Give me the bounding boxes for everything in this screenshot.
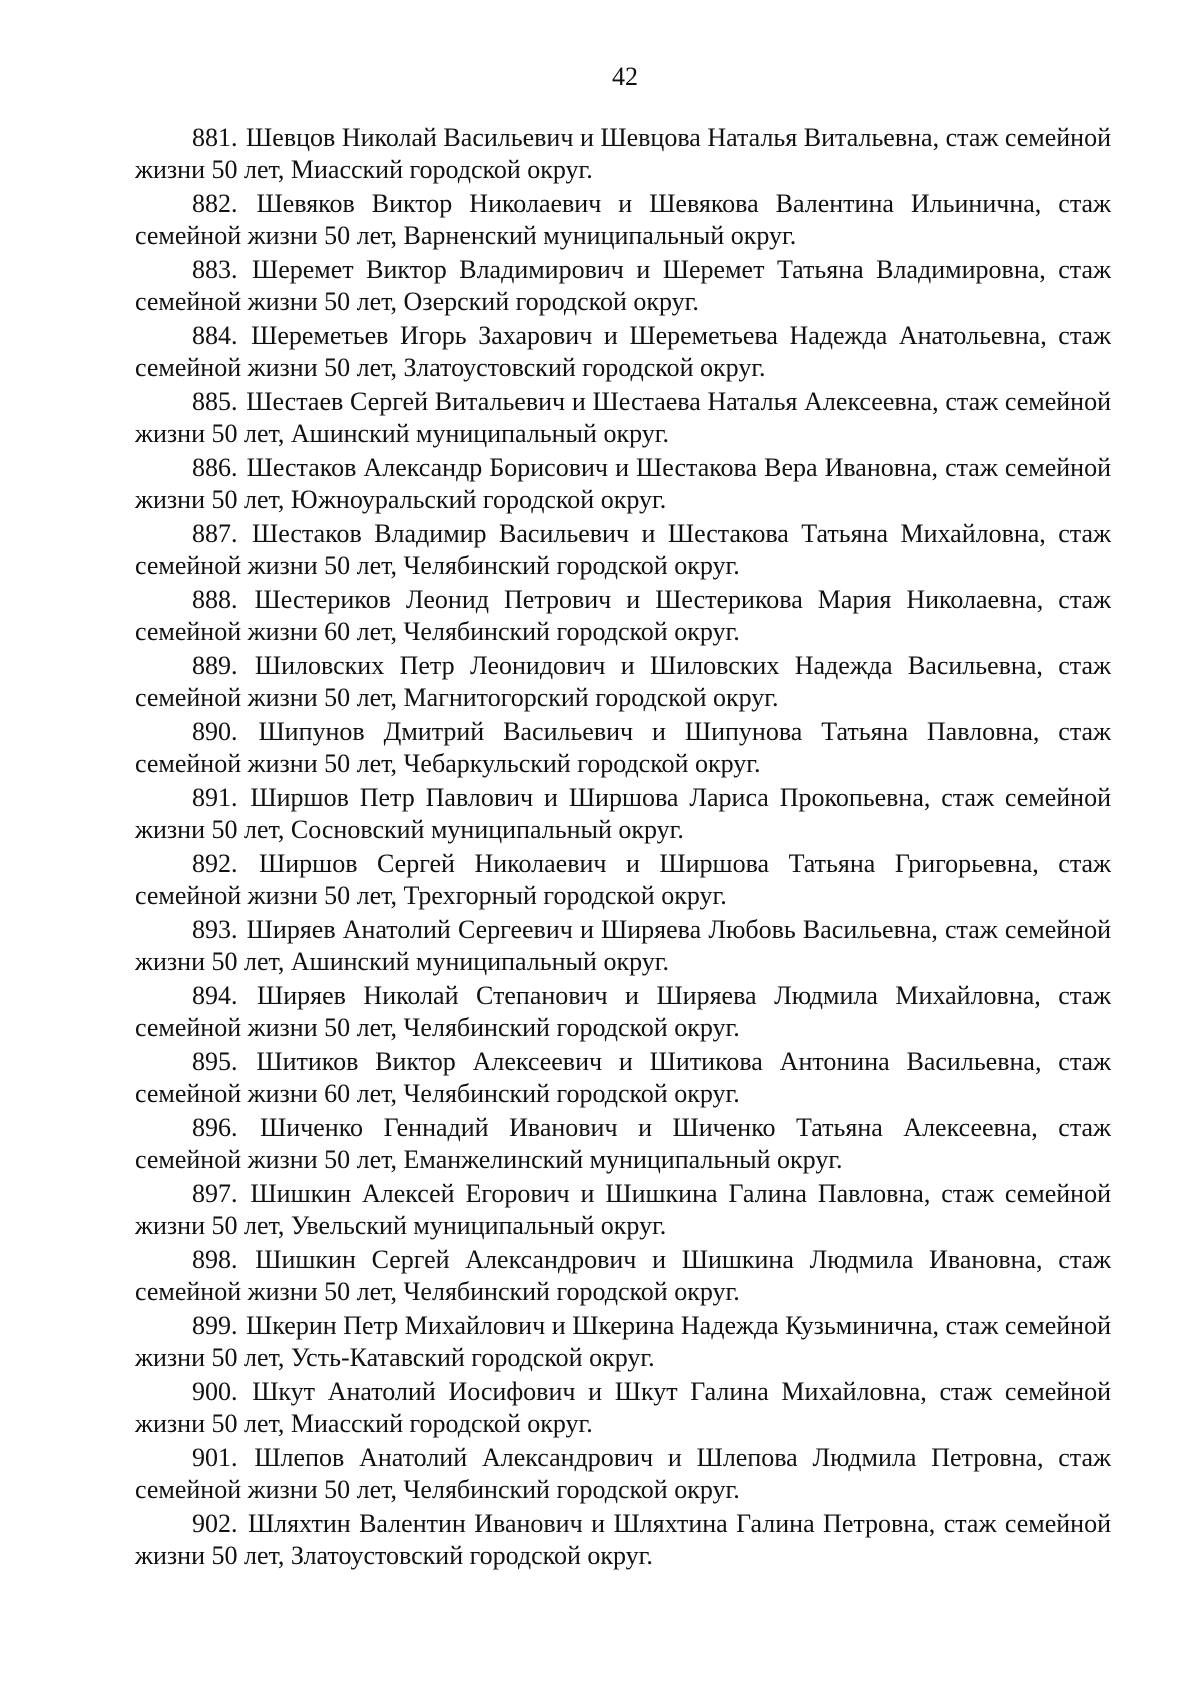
page-number: 42 bbox=[612, 62, 638, 91]
entry-number: 889. bbox=[192, 651, 238, 680]
list-item bbox=[135, 386, 1111, 450]
entry-number: 902. bbox=[192, 1509, 238, 1538]
entry-text: Шиченко Геннадий Иванович и Шиченко Татьяна Алексеевна, стаж семейной жизни 50 лет, Еманжелинский муниципальный округ. bbox=[135, 1113, 1112, 1174]
entry-text: Ширшов Сергей Николаевич и Ширшова Татьяна Григорьевна, стаж семейной жизни 50 лет, Трехгорный городской округ. bbox=[135, 849, 1112, 910]
entry-list bbox=[135, 122, 1111, 1574]
entry-text: Шестаев Сергей Витальевич и Шестаева Наталья Алексеевна, стаж семейной жизни 50 лет, Ашинский муниципальный округ. bbox=[135, 387, 1111, 448]
entry-text: Шиловских Петр Леонидович и Шиловских Надежда Васильевна, стаж семейной жизни 50 лет, Магнитогорский городской округ. bbox=[135, 651, 1111, 712]
entry-number: 885. bbox=[192, 387, 238, 416]
list-item bbox=[135, 1442, 1111, 1506]
list-item bbox=[135, 1244, 1111, 1308]
entry-number: 900. bbox=[192, 1377, 238, 1406]
entry-number: 899. bbox=[192, 1311, 238, 1340]
entry-number: 897. bbox=[192, 1179, 238, 1208]
entry-text: Шеремет Виктор Владимирович и Шеремет Татьяна Владимировна, стаж семейной жизни 50 лет, Озерский городской округ. bbox=[135, 255, 1111, 316]
entry-number: 887. bbox=[192, 519, 238, 548]
entry-text: Шевяков Виктор Николаевич и Шевякова Валентина Ильинична, стаж семейной жизни 50 лет, Варненский муниципальный округ. bbox=[135, 189, 1112, 250]
entry-text: Шипунов Дмитрий Васильевич и Шипунова Татьяна Павловна, стаж семейной жизни 50 лет, Чебаркульский городской округ. bbox=[135, 717, 1112, 778]
entry-text: Шкут Анатолий Иосифович и Шкут Галина Михайловна, стаж семейной жизни 50 лет, Миасский городской округ. bbox=[135, 1377, 1111, 1438]
entry-text: Шереметьев Игорь Захарович и Шереметьева Надежда Анатольевна, стаж семейной жизни 50 лет, Златоустовский городской округ. bbox=[135, 321, 1111, 382]
entry-text: Ширшов Петр Павлович и Ширшова Лариса Прокопьевна, стаж семейной жизни 50 лет, Сосновский муниципальный округ. bbox=[135, 783, 1112, 844]
list-item bbox=[135, 1376, 1111, 1440]
entry-number: 893. bbox=[192, 915, 238, 944]
entry-text: Ширяев Анатолий Сергеевич и Ширяева Любовь Васильевна, стаж семейной жизни 50 лет, Ашинский муниципальный округ. bbox=[135, 915, 1112, 976]
list-item bbox=[135, 452, 1111, 516]
list-item bbox=[135, 188, 1111, 252]
list-item bbox=[135, 650, 1111, 714]
list-item bbox=[135, 254, 1111, 318]
list-item bbox=[135, 848, 1111, 912]
entry-number: 890. bbox=[192, 717, 238, 746]
list-item bbox=[135, 1310, 1111, 1374]
entry-text: Шкерин Петр Михайлович и Шкерина Надежда Кузьминична, стаж семейной жизни 50 лет, Усть-Катавский городской округ. bbox=[135, 1311, 1112, 1372]
entry-text: Ширяев Николай Степанович и Ширяева Людмила Михайловна, стаж семейной жизни 50 лет, Челябинский городской округ. bbox=[135, 981, 1111, 1042]
entry-text: Шестаков Владимир Васильевич и Шестакова Татьяна Михайловна, стаж семейной жизни 50 лет, Челябинский городской округ. bbox=[135, 519, 1111, 580]
entry-text: Шестериков Леонид Петрович и Шестерикова Мария Николаевна, стаж семейной жизни 60 лет, Челябинский городской округ. bbox=[135, 585, 1112, 646]
list-item bbox=[135, 518, 1111, 582]
list-item bbox=[135, 716, 1111, 780]
list-item bbox=[135, 914, 1111, 978]
entry-text: Шевцов Николай Васильевич и Шевцова Наталья Витальевна, стаж семейной жизни 50 лет, Миасский городской округ. bbox=[135, 123, 1112, 184]
entry-text: Шестаков Александр Борисович и Шестакова Вера Ивановна, стаж семейной жизни 50 лет, Южноуральский городской округ. bbox=[135, 453, 1112, 514]
list-item bbox=[135, 584, 1111, 648]
entry-number: 884. bbox=[192, 321, 238, 350]
entry-number: 895. bbox=[192, 1047, 238, 1076]
entry-number: 891. bbox=[192, 783, 238, 812]
entry-text: Шишкин Сергей Александрович и Шишкина Людмила Ивановна, стаж семейной жизни 50 лет, Челябинский городской округ. bbox=[135, 1245, 1112, 1306]
list-item bbox=[135, 122, 1111, 186]
entry-number: 901. bbox=[192, 1443, 238, 1472]
entry-text: Шишкин Алексей Егорович и Шишкина Галина Павловна, стаж семейной жизни 50 лет, Увельский муниципальный округ. bbox=[135, 1179, 1112, 1240]
entry-number: 898. bbox=[192, 1245, 238, 1274]
entry-number: 886. bbox=[192, 453, 238, 482]
list-item bbox=[135, 782, 1111, 846]
entry-number: 894. bbox=[192, 981, 238, 1010]
entry-number: 888. bbox=[192, 585, 238, 614]
list-item bbox=[135, 1046, 1111, 1110]
entry-text: Шитиков Виктор Алексеевич и Шитикова Антонина Васильевна, стаж семейной жизни 60 лет, Челябинский городской округ. bbox=[135, 1047, 1112, 1108]
list-item bbox=[135, 1178, 1111, 1242]
entry-text: Шляхтин Валентин Иванович и Шляхтина Галина Петровна, стаж семейной жизни 50 лет, Златоустовский городской округ. bbox=[135, 1509, 1111, 1570]
list-item bbox=[135, 1112, 1111, 1176]
entry-number: 881. bbox=[192, 123, 238, 152]
entry-text: Шлепов Анатолий Александрович и Шлепова Людмила Петровна, стаж семейной жизни 50 лет, Челябинский городской округ. bbox=[135, 1443, 1111, 1504]
list-item bbox=[135, 980, 1111, 1044]
entry-number: 896. bbox=[192, 1113, 238, 1142]
entry-number: 882. bbox=[192, 189, 238, 218]
entry-number: 883. bbox=[192, 255, 238, 284]
list-item bbox=[135, 1508, 1111, 1572]
entry-number: 892. bbox=[192, 849, 238, 878]
list-item bbox=[135, 320, 1111, 384]
